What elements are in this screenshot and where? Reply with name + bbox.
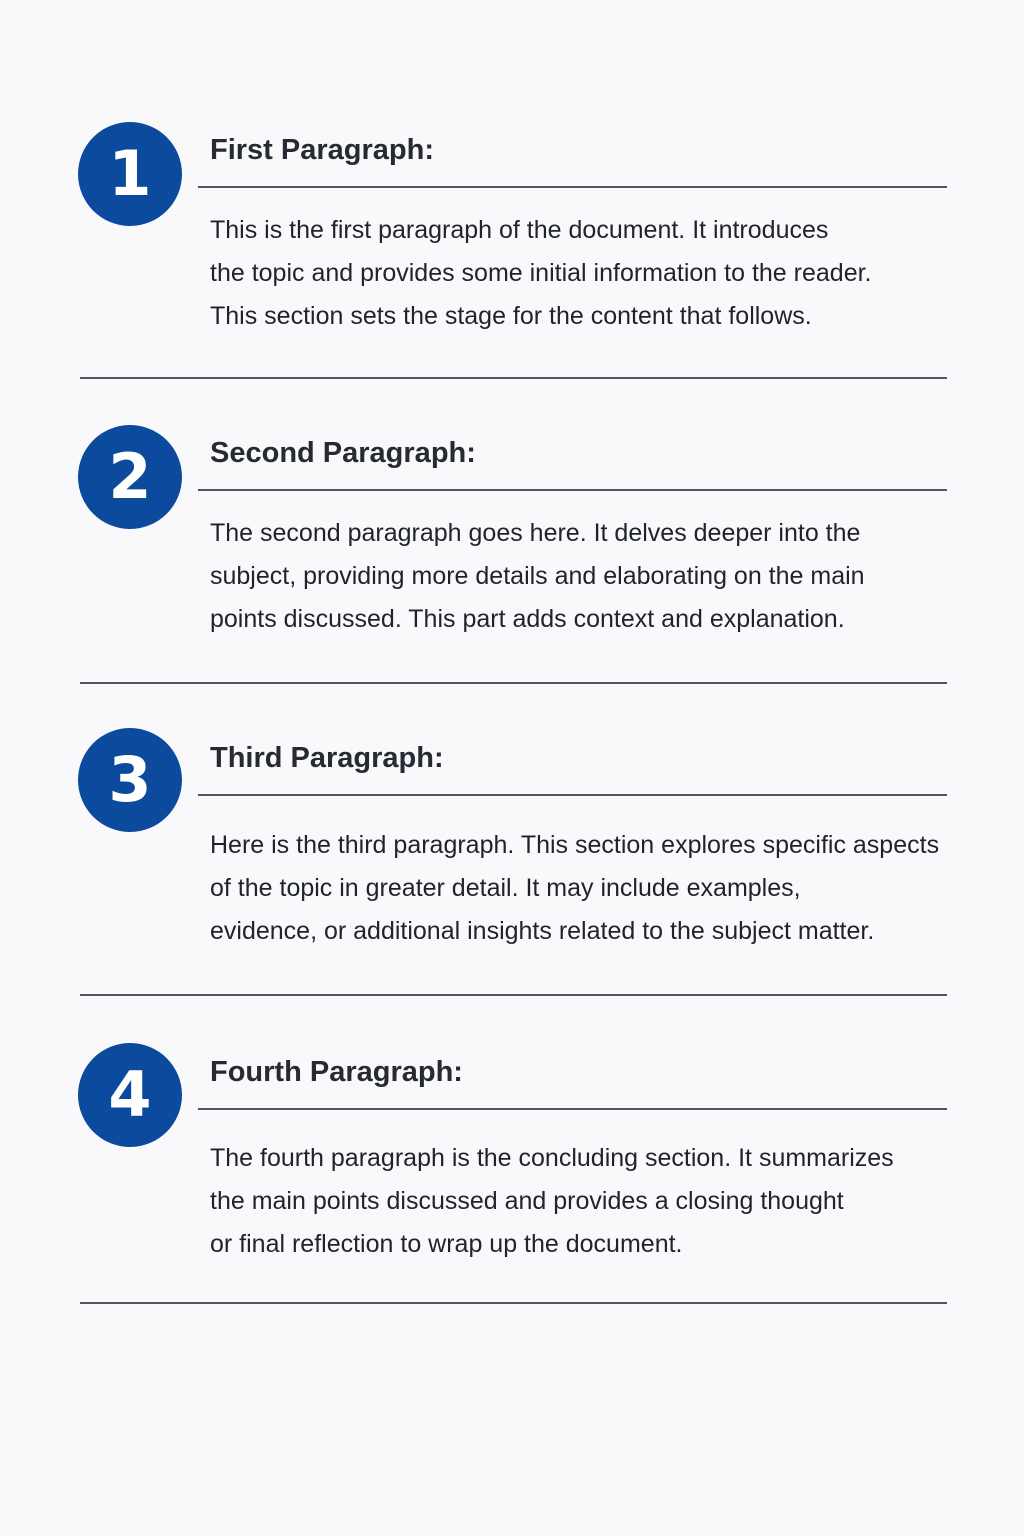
section-body-1 <box>210 209 930 338</box>
body-line: or final reflection to wrap up the document. <box>210 1230 683 1258</box>
section-body-2 <box>210 512 930 641</box>
section-heading-2: Second Paragraph: <box>210 437 476 469</box>
section-divider-3 <box>80 994 947 996</box>
body-line: of the topic in greater detail. It may include examples, <box>210 874 801 902</box>
number-badge-3: 3 <box>78 728 182 832</box>
number-badge-4: 4 <box>78 1043 182 1147</box>
section-heading-3: Third Paragraph: <box>210 742 444 774</box>
body-line: The second paragraph goes here. It delves deeper into the <box>210 519 861 547</box>
section-divider-2 <box>80 682 947 684</box>
heading-divider-4 <box>198 1108 947 1110</box>
number-badge-2: 2 <box>78 425 182 529</box>
body-line: This section sets the stage for the content that follows. <box>210 302 812 330</box>
section-heading-4: Fourth Paragraph: <box>210 1056 463 1088</box>
section-divider-1 <box>80 377 947 379</box>
body-line: the topic and provides some initial information to the reader. <box>210 259 872 287</box>
body-line: The fourth paragraph is the concluding section. It summarizes <box>210 1144 894 1172</box>
body-line: evidence, or additional insights related to the subject matter. <box>210 917 875 945</box>
heading-divider-2 <box>198 489 947 491</box>
heading-divider-3 <box>198 794 947 796</box>
body-line: subject, providing more details and elaborating on the main <box>210 562 865 590</box>
body-line: This is the first paragraph of the document. It introduces <box>210 216 829 244</box>
number-badge-1: 1 <box>78 122 182 226</box>
section-body-4 <box>210 1137 930 1266</box>
section-heading-1: First Paragraph: <box>210 134 434 166</box>
body-line: points discussed. This part adds context and explanation. <box>210 605 845 633</box>
section-divider-4 <box>80 1302 947 1304</box>
heading-divider-1 <box>198 186 947 188</box>
body-line: the main points discussed and provides a closing thought <box>210 1187 844 1215</box>
section-body-3 <box>210 824 940 953</box>
body-line: Here is the third paragraph. This section explores specific aspects <box>210 831 940 859</box>
